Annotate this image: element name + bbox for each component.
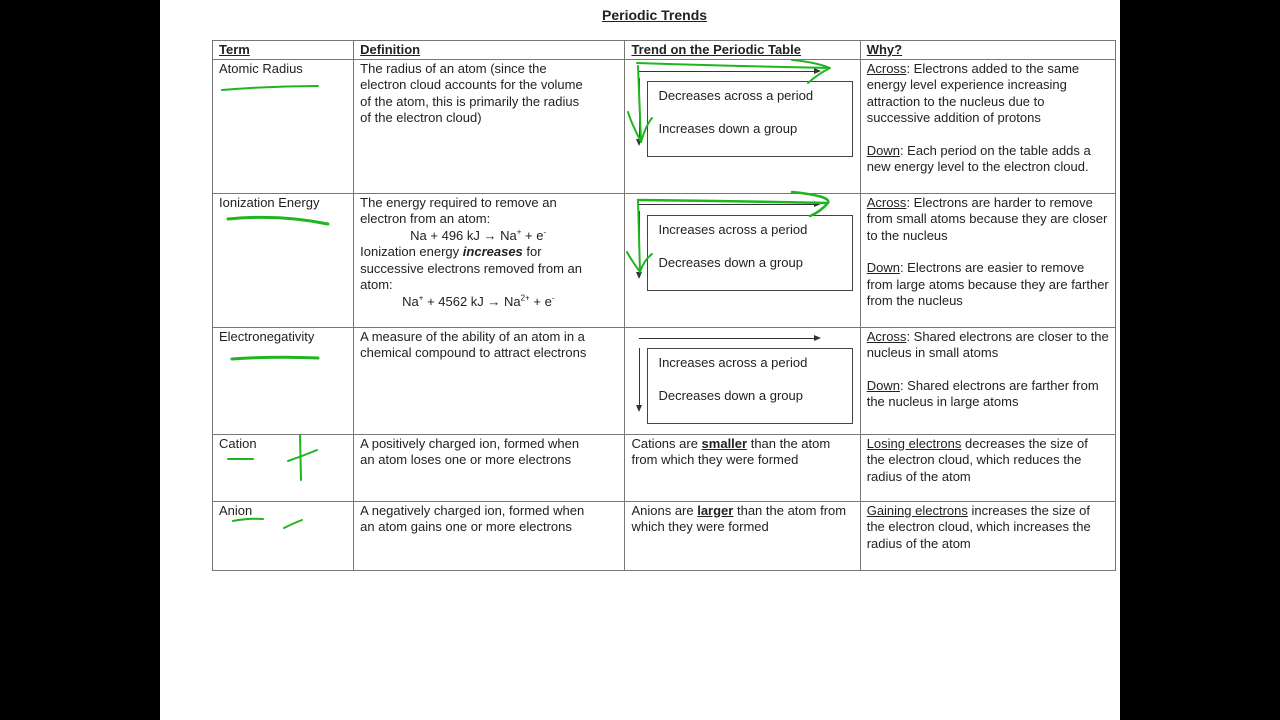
table-row [213, 434, 1116, 501]
arrow-right-icon [639, 71, 819, 72]
arrow-right-icon [639, 204, 819, 205]
trend-cell [625, 327, 860, 434]
definition-cell: The energy required to remove an electron from an atom: Na + 496 kJ → Na+ + e- Ionization energy increases for successive electrons removed from an atom: Na+ + 4562 kJ → $Na^{2+} + e^-$ [354, 193, 625, 327]
definition-cell: A negatively charged ion, formed when an atom gains one or more electrons [354, 501, 625, 570]
trend-cell: Cations are smaller than the atom from which they were formed [625, 434, 860, 501]
why-cell: Across: Shared electrons are closer to the nucleus in small atoms Down: Shared electrons are farther from the nucleus in large atoms [860, 327, 1115, 434]
table-header [213, 41, 1116, 60]
trend-cell: Anions are larger than the atom from which they were formed [625, 501, 860, 570]
trend-box: Increases across a period Decreases down a group [647, 215, 853, 291]
header-trend: Trend on the Periodic Table [625, 41, 860, 60]
term-cell: Atomic Radius [213, 59, 354, 193]
term-cell: Anion [213, 501, 354, 570]
why-cell: Losing electrons decreases the size of the electron cloud, which reduces the radius of the atom [860, 434, 1115, 501]
document-page [160, 0, 1120, 720]
term-cell: Cation [213, 434, 354, 501]
term-cell: Electronegativity [213, 327, 354, 434]
why-cell: Gaining electrons increases the size of the electron cloud, which increases the radius of the atom [860, 501, 1115, 570]
periodic-trends-table [212, 40, 1116, 571]
trend-box: Increases across a period Decreases down a group [647, 348, 853, 424]
definition-cell: The radius of an atom (since the electron cloud accounts for the volume of the atom, this is primarily the radius of the electron cloud) [354, 59, 625, 193]
arrow-down-icon [639, 78, 640, 144]
term-cell: Ionization Energy [213, 193, 354, 327]
trend-box: Decreases across a period Increases down a group [647, 81, 853, 157]
table-row [213, 193, 1116, 327]
trend-cell [625, 193, 860, 327]
arrow-down-icon [639, 348, 640, 410]
header-definition: Definition [354, 41, 625, 60]
why-cell: Across: Electrons added to the same energy level experience increasing attraction to the nucleus due to successive addition of protons Down: Each period on the table adds a new energy level to the electron cloud. [860, 59, 1115, 193]
why-cell: Across: Electrons are harder to remove from small atoms because they are closer to the nucleus Down: Electrons are easier to remove from large atoms because they are farther from the nucleus [860, 193, 1115, 327]
equation-1: Na + 496 kJ → Na+ + e- [410, 227, 547, 243]
page-title: Periodic Trends [602, 7, 708, 23]
arrow-right-icon [639, 338, 819, 339]
trend-cell [625, 59, 860, 193]
definition-cell: A positively charged ion, formed when an atom loses one or more electrons [354, 434, 625, 501]
table-row [213, 501, 1116, 570]
header-term: Term [213, 41, 354, 60]
definition-cell: A measure of the ability of an atom in a chemical compound to attract electrons [354, 327, 625, 434]
arrow-down-icon [639, 211, 640, 277]
table-row [213, 59, 1116, 193]
equation-2: Na+ + 4562 kJ → $Na^{2+} + e^-$ [402, 293, 555, 309]
header-why: Why? [860, 41, 1115, 60]
table-row [213, 327, 1116, 434]
